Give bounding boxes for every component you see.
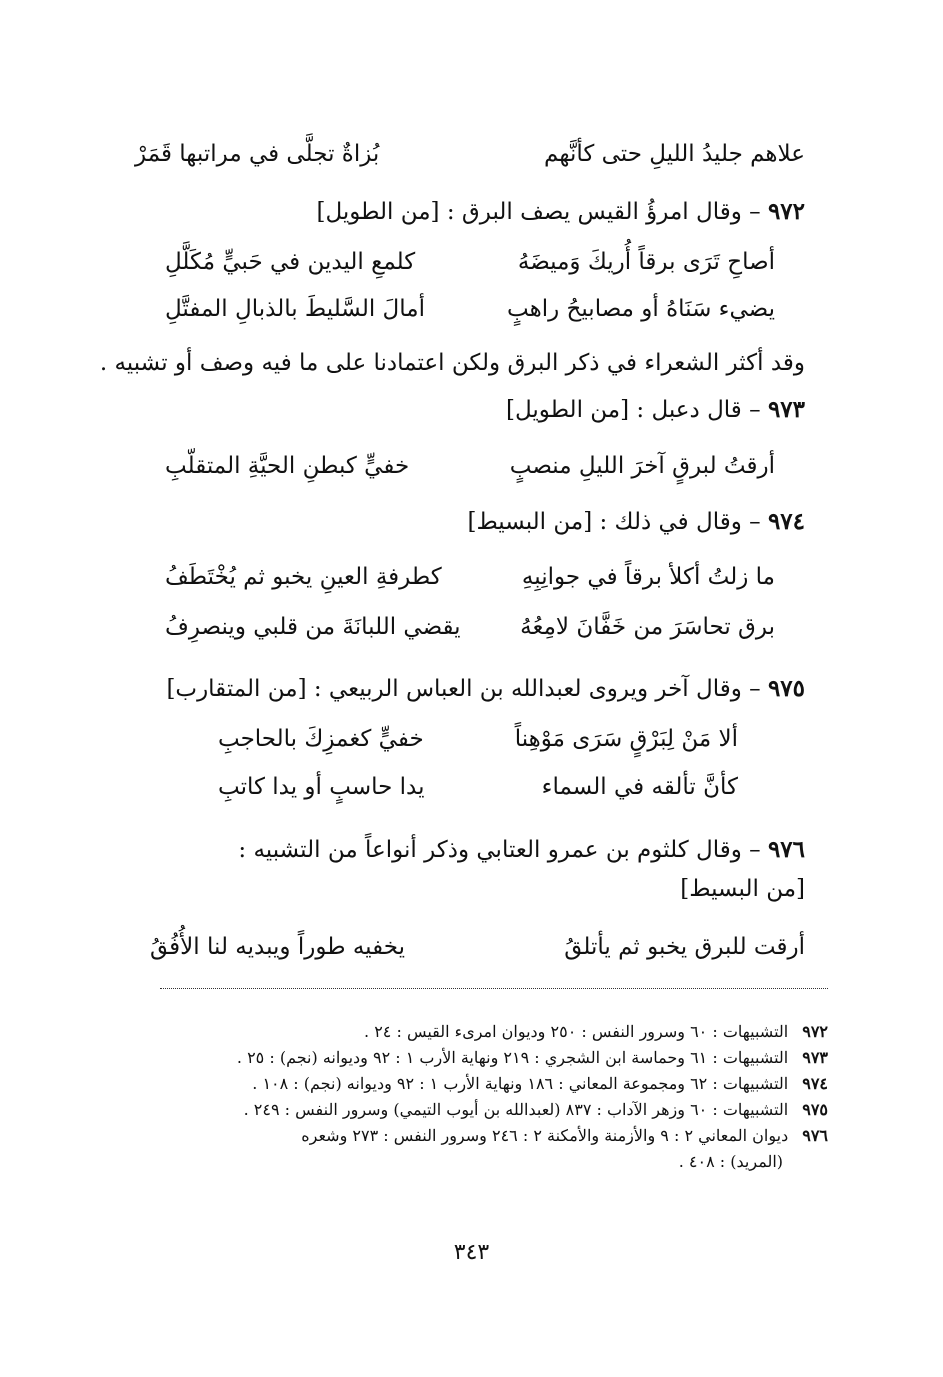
footnote-number: ٩٧٦	[802, 1126, 828, 1145]
verse-first-hemistich: أرقتُ لبرقٍ آخرَ الليلِ منصبٍ	[509, 453, 775, 479]
prose-paragraph: وقد أكثر الشعراء في ذكر البرق ولكن اعتمادنا على ما فيه وصف أو تشبيه .	[99, 350, 805, 376]
entry-heading-974	[150, 505, 805, 539]
footnote-number: ٩٧٤	[802, 1074, 828, 1093]
entry-intro: – وقال آخر ويروى لعبدالله بن العباس الربيعي :	[313, 676, 761, 702]
verse-first-hemistich: يضيء سَنَاهُ أو مصابيحُ راهبٍ	[506, 296, 775, 322]
entry-heading-973	[150, 393, 805, 427]
entry-heading-976	[140, 833, 805, 867]
verse-second-hemistich: خفيٍّ كغمزِكَ بالحاجبِ	[218, 726, 424, 752]
entry-number: ٩٧٤	[767, 508, 805, 535]
page-number: ٣٤٣	[453, 1240, 490, 1265]
footnote-text: التشبيهات : ٦٠ وسرور النفس : ٢٥٠ وديوان امرىء القيس : ٢٤ .	[364, 1022, 789, 1041]
entry-intro: – قال دعبل :	[636, 397, 761, 423]
footnote-separator	[160, 988, 828, 989]
verse-first-hemistich: ألا مَنْ لِبَرْقٍ سَرَى مَوْهِناً	[514, 726, 738, 752]
footnote-text: التشبيهات : ٦١ وحماسة ابن الشجري : ٢١٩ ونهاية الأرب ١ : ٩٢ وديوانه (نجم) : ٢٥ .	[236, 1048, 789, 1067]
verse-first-hemistich: برق تحاسَرَ من خَفَّانَ لامِعُهُ	[520, 614, 775, 640]
entry-intro: – وقال كلثوم بن عمرو العتابي وذكر أنواعاً من التشبيه :	[238, 837, 761, 863]
meter-label: [من المتقارب]	[166, 676, 307, 702]
verse-second-hemistich: كطرفةِ العينِ يخبو ثم يُخْتَطَفُ	[165, 564, 442, 590]
verse-second-hemistich: يخفيه طوراً ويبديه لنا الأُفُقُ	[150, 934, 405, 960]
entry-number: ٩٧٦	[767, 836, 805, 863]
verse-first-hemistich: كأنَّ تألقه في السماء	[541, 774, 738, 800]
verse-first-hemistich: أرقت للبرق يخبو ثم يأتلقُ	[564, 934, 805, 960]
footnote	[252, 1072, 828, 1096]
verse-first-hemistich: ما زلتُ أكلأ برقاً في جوانِبِهِ	[521, 564, 775, 590]
meter-label: [من الطويل]	[316, 199, 440, 225]
footnote-continuation: (المريد) : ٤٠٨ .	[678, 1152, 783, 1171]
entry-number: ٩٧٣	[767, 396, 805, 423]
footnote	[237, 1046, 828, 1070]
entry-number: ٩٧٢	[767, 198, 805, 225]
meter-label: [من البسيط]	[467, 509, 593, 535]
verse-first-hemistich: علاهم جليدُ الليلِ حتى كأنَّهم	[544, 141, 805, 167]
verse-second-hemistich: يقضي اللبانَةَ من قلبي وينصرِفُ	[165, 614, 461, 640]
verse-second-hemistich: خفيٍّ كبطنِ الحيَّةِ المتقلّبِ	[165, 453, 410, 479]
verse-second-hemistich: أمالَ السَّليطَ بالذبالِ المفتَّلِ	[165, 296, 425, 322]
entry-heading-975	[140, 672, 805, 706]
verse-second-hemistich: يدا حاسبٍ أو يدا كاتبِ	[218, 774, 425, 800]
footnote	[244, 1098, 828, 1122]
footnote-number: ٩٧٣	[802, 1048, 828, 1067]
footnote	[301, 1124, 828, 1148]
entry-intro: – وقال امرؤُ القيس يصف البرق :	[446, 199, 761, 225]
footnote-number: ٩٧٢	[802, 1022, 828, 1041]
verse-second-hemistich: كلمعِ اليدين في حَبيٍّ مُكَلَّلِ	[165, 249, 416, 275]
meter-label-976: [من البسيط]	[680, 876, 805, 902]
entry-heading-972	[150, 195, 805, 229]
footnote-text: التشبيهات : ٦٠ وزهر الآداب : ٨٣٧ (لعبدالله بن أيوب التيمي) وسرور النفس : ٢٤٩ .	[243, 1100, 789, 1119]
entry-number: ٩٧٥	[767, 675, 805, 702]
verse-first-hemistich: أصاحِ تَرَى برقاً أُريكَ وَميضَهُ	[517, 249, 775, 275]
footnote	[364, 1020, 828, 1044]
entry-intro: – وقال في ذلك :	[599, 509, 761, 535]
footnote-number: ٩٧٥	[802, 1100, 828, 1119]
meter-label: [من الطويل]	[506, 397, 630, 423]
footnote-text: التشبيهات : ٦٢ ومجموعة المعاني : ١٨٦ ونهاية الأرب ١ : ٩٢ وديوانه (نجم) : ١٠٨ .	[252, 1074, 789, 1093]
footnote-text: ديوان المعاني ٢ : ٩ والأزمنة والأمكنة ٢ : ٢٤٦ وسرور النفس : ٢٧٣ وشعره	[301, 1126, 789, 1145]
verse-second-hemistich: بُزاةٌ تجلَّى في مراتبها قَمَرْ	[135, 141, 380, 167]
